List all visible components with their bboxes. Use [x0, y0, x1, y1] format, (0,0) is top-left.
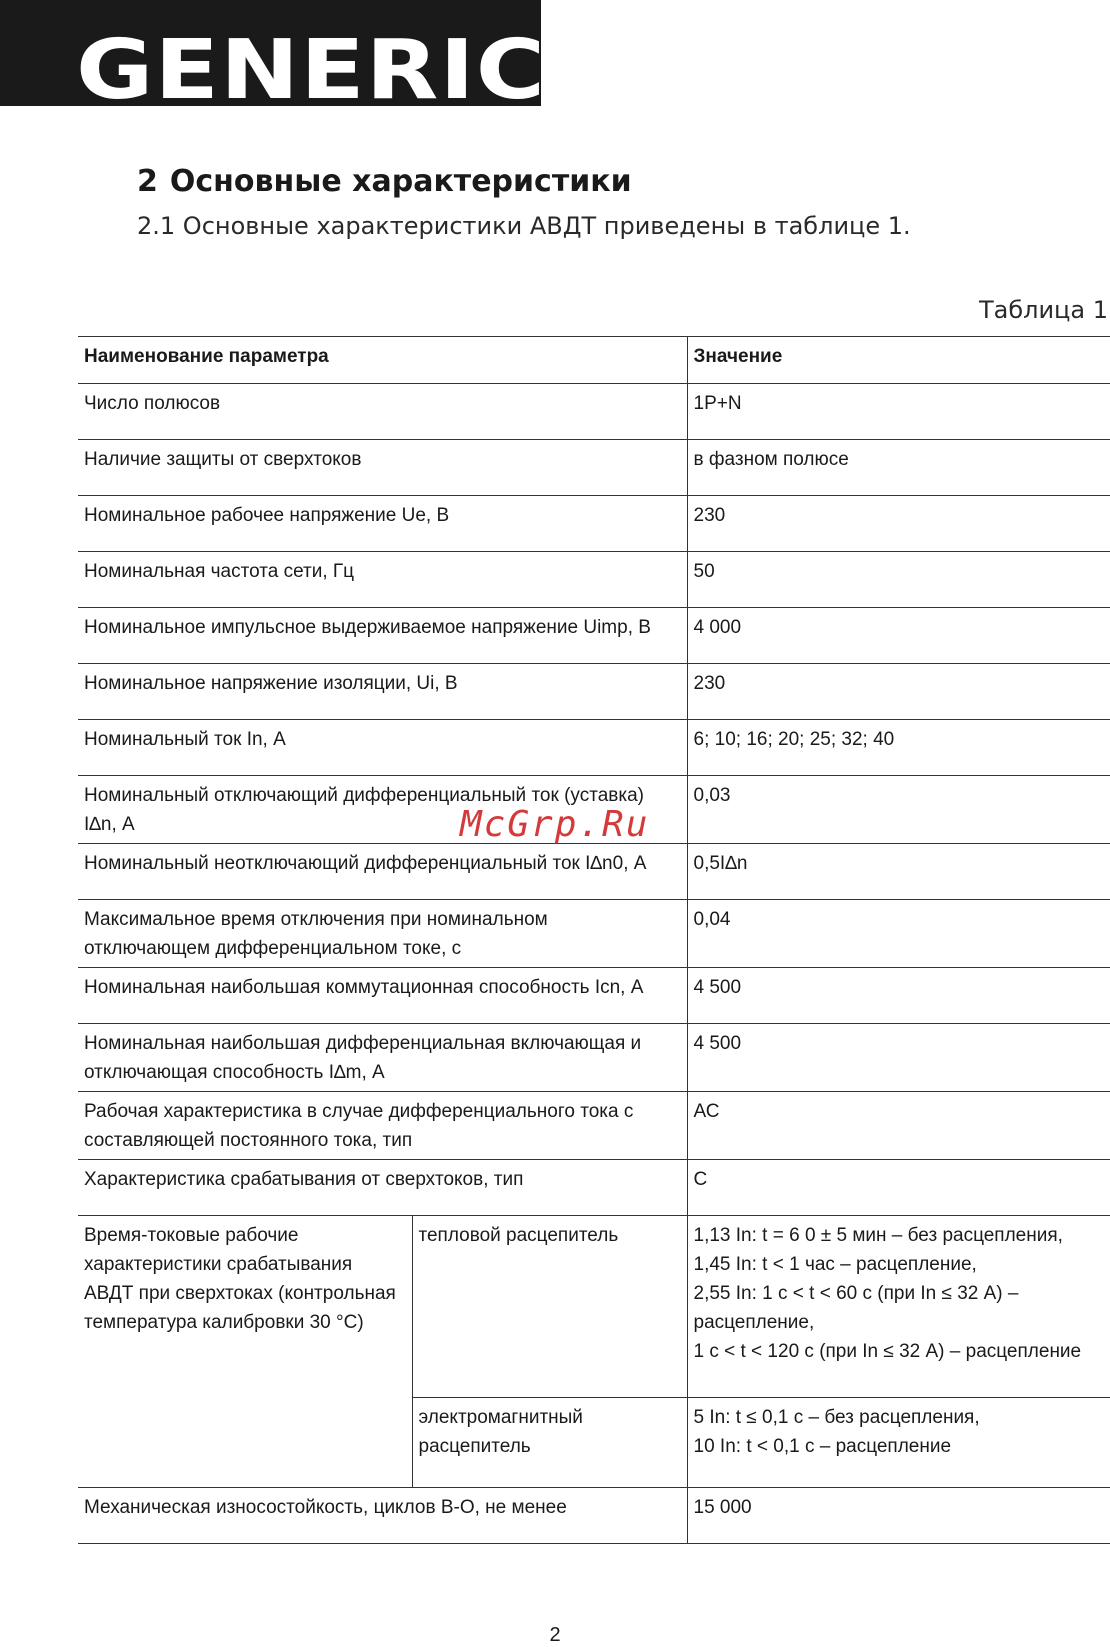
row-value: 230: [687, 664, 1110, 720]
table-row: [78, 664, 1110, 720]
row-value: в фазном полюсе: [687, 440, 1110, 496]
table-row: [78, 720, 1110, 776]
magnetic-release-label: электромагнитный расцепитель: [412, 1398, 687, 1488]
brand-logo-block: [0, 0, 621, 118]
row-param: Номинальная наибольшая коммутационная способность Icn, А: [78, 968, 687, 1024]
row-param: Характеристика срабатывания от сверхтоков, тип: [78, 1160, 687, 1216]
thermal-line: 1 с < t < 120 с (при In ≤ 32 А) – расцепление: [693, 1341, 1082, 1362]
row-param: Номинальное напряжение изоляции, Ui, В: [78, 664, 687, 720]
row-value: АС: [687, 1092, 1110, 1160]
row-param: Номинальное рабочее напряжение Ue, В: [78, 496, 687, 552]
thermal-line: 1,45 In: t < 1 час – расцепление,: [693, 1254, 977, 1275]
time-current-param: Время-токовые рабочие характеристики срабатывания АВДТ при сверхтоках (контрольная температура калибровки 30 °С): [78, 1216, 412, 1488]
row-param: Механическая износостойкость, циклов В-О, не менее: [78, 1488, 687, 1544]
table-row: [78, 440, 1110, 496]
thermal-release-label: тепловой расцепитель: [412, 1216, 687, 1398]
thermal-line: расцепление,: [693, 1312, 815, 1333]
table-row: [78, 608, 1110, 664]
magnetic-line: 5 In: t ≤ 0,1 с – без расцепления,: [693, 1407, 980, 1428]
table-row: [78, 1092, 1110, 1160]
section-heading: [137, 164, 632, 199]
table-row: [78, 1160, 1110, 1216]
header-value: Значение: [687, 337, 1110, 384]
row-param: Номинальный ток In, А: [78, 720, 687, 776]
row-value: 4 500: [687, 968, 1110, 1024]
spec-table: [78, 336, 1110, 1544]
table-row-time-current-thermal: [78, 1216, 1110, 1398]
thermal-line: 2,55 In: 1 с < t < 60 с (при In ≤ 32 А) –: [693, 1283, 1019, 1304]
row-value: 0,03: [687, 776, 1110, 844]
header-param: Наименование параметра: [78, 337, 687, 384]
table-row: [78, 552, 1110, 608]
row-param: Номинальная частота сети, Гц: [78, 552, 687, 608]
table-row: [78, 496, 1110, 552]
magnetic-line: 10 In: t < 0,1 с – расцепление: [693, 1436, 952, 1457]
table-row: [78, 968, 1110, 1024]
row-value: С: [687, 1160, 1110, 1216]
section-intro: 2.1 Основные характеристики АВДТ приведены в таблице 1.: [137, 212, 911, 240]
brand-logo: GENERICA: [76, 23, 621, 118]
table-row: [78, 900, 1110, 968]
table-header-row: [78, 337, 1110, 384]
row-value: 4 000: [687, 608, 1110, 664]
row-value: 0,5I∆n: [687, 844, 1110, 900]
table-caption: Таблица 1: [978, 296, 1108, 324]
table-row: [78, 1024, 1110, 1092]
row-param: Номинальная наибольшая дифференциальная включающая и отключающая способность I∆m, А: [78, 1024, 687, 1092]
thermal-line: 1,13 In: t = 6 0 ± 5 мин – без расцепления,: [693, 1225, 1063, 1246]
row-param: Наличие защиты от сверхтоков: [78, 440, 687, 496]
row-value: 230: [687, 496, 1110, 552]
page-number: 2: [549, 1624, 561, 1646]
row-value: 1P+N: [687, 384, 1110, 440]
row-param: Номинальный отключающий дифференциальный ток (уставка) I∆n, А: [78, 776, 687, 844]
row-param: Номинальное импульсное выдерживаемое напряжение Uimp, В: [78, 608, 687, 664]
table-row: [78, 384, 1110, 440]
table-row-mechanical-endurance: [78, 1488, 1110, 1544]
row-param: Число полюсов: [78, 384, 687, 440]
row-param: Рабочая характеристика в случае дифференциального тока с составляющей постоянного тока, тип: [78, 1092, 687, 1160]
section-number: 2: [137, 164, 158, 199]
row-value: 4 500: [687, 1024, 1110, 1092]
row-value: 0,04: [687, 900, 1110, 968]
magnetic-release-value: [687, 1398, 1110, 1488]
section-title: Основные характеристики: [169, 164, 632, 199]
row-value: 50: [687, 552, 1110, 608]
table-row: [78, 844, 1110, 900]
thermal-release-value: [687, 1216, 1110, 1398]
watermark: McGrp.Ru: [460, 804, 650, 845]
row-param: Номинальный неотключающий дифференциальный ток I∆n0, А: [78, 844, 687, 900]
row-value: 15 000: [687, 1488, 1110, 1544]
row-value: 6; 10; 16; 20; 25; 32; 40: [687, 720, 1110, 776]
row-param: Максимальное время отключения при номинальном отключающем дифференциальном токе, с: [78, 900, 687, 968]
